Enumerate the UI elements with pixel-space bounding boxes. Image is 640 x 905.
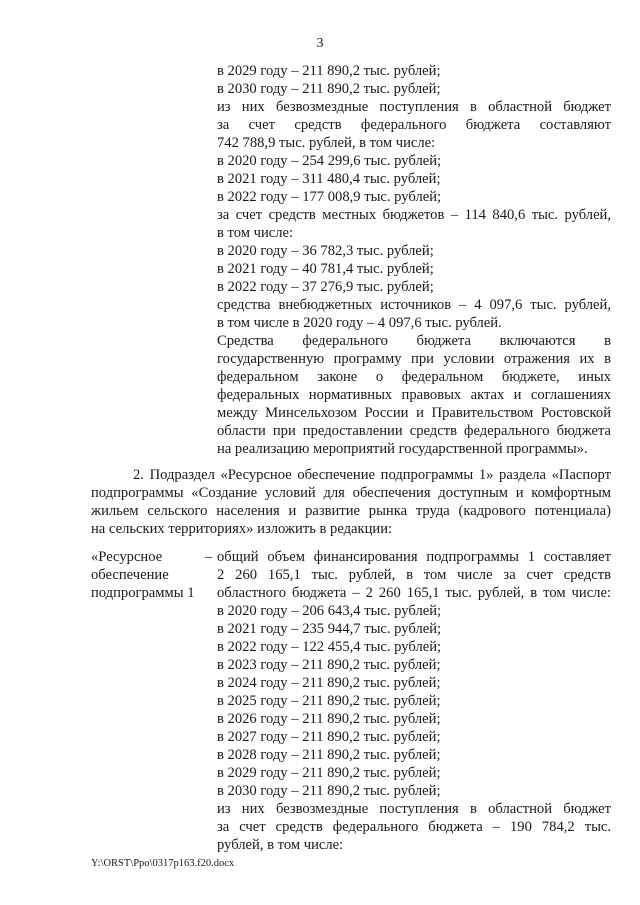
financing-line: в 2022 году – 122 455,4 тыс. рублей; [217, 639, 442, 655]
text-line: на реализацию мероприятий государственной программы». [217, 441, 588, 457]
text-line: в 2021 году – 40 781,4 тыс. рублей; [217, 261, 434, 277]
text-line: в 2021 году – 311 480,4 тыс. рублей; [217, 171, 441, 187]
financing-line: рублей, в том числе: [217, 837, 344, 853]
financing-line: в 2025 году – 211 890,2 тыс. рублей; [217, 693, 441, 709]
financing-line: областного бюджета – 2 260 165,1 тыс. рублей, в том числе: [217, 585, 611, 601]
financing-line: в 2021 году – 235 944,7 тыс. рублей; [217, 621, 442, 637]
paragraph-line: подпрограммы «Создание условий для обеспечения доступным и комфортным [91, 485, 611, 501]
text-line: средства внебюджетных источников – 4 097,6 тыс. рублей, [217, 297, 611, 313]
text-line: в 2029 году – 211 890,2 тыс. рублей; [217, 63, 441, 79]
financing-line: в 2030 году – 211 890,2 тыс. рублей; [217, 783, 441, 799]
resource-label-line: «Ресурсное [91, 549, 163, 565]
financing-line: 2 260 165,1 тыс. рублей, в том числе за счет средств [217, 567, 611, 583]
text-line: за счет средств местных бюджетов – 114 840,6 тыс. рублей, [217, 207, 611, 223]
financing-line: в 2023 году – 211 890,2 тыс. рублей; [217, 657, 441, 673]
financing-line: в 2029 году – 211 890,2 тыс. рублей; [217, 765, 441, 781]
financing-line: в 2026 году – 211 890,2 тыс. рублей; [217, 711, 441, 727]
text-line: из них безвозмездные поступления в областной бюджет [217, 99, 611, 115]
text-line: в 2020 году – 254 299,6 тыс. рублей; [217, 153, 442, 169]
financing-line: в 2020 году – 206 643,4 тыс. рублей; [217, 603, 442, 619]
text-line: в 2030 году – 211 890,2 тыс. рублей; [217, 81, 441, 97]
financing-line: в 2024 году – 211 890,2 тыс. рублей; [217, 675, 441, 691]
financing-line: за счет средств федерального бюджета – 190 784,2 тыс. [217, 819, 611, 835]
paragraph-line: на сельских территориях» изложить в редакции: [91, 521, 393, 537]
amendment-paragraph [91, 466, 611, 538]
financing-line: из них безвозмездные поступления в областной бюджет [217, 801, 611, 817]
file-path-footer: Y:\ORST\Ppo\0317p163.f20.docx [91, 858, 235, 869]
text-line: в 2022 году – 37 276,9 тыс. рублей; [217, 279, 434, 295]
text-line: в 2022 году – 177 008,9 тыс. рублей; [217, 189, 442, 205]
resource-label-line: обеспечение [91, 567, 169, 583]
text-line: федеральных нормативных правовых актах и соглашениях [217, 387, 611, 403]
text-line: между Минсельхозом России и Правительством Ростовской [217, 405, 611, 421]
text-line: 742 788,9 тыс. рублей, в том числе: [217, 135, 436, 151]
text-line: в том числе в 2020 году – 4 097,6 тыс. рублей. [217, 315, 502, 331]
text-line: федеральном законе о федеральном бюджете, иных [217, 369, 611, 385]
text-line: за счет средств федерального бюджета составляют [217, 117, 611, 133]
financing-line: в 2027 году – 211 890,2 тыс. рублей; [217, 729, 441, 745]
text-line: государственную программу при условии отражения их в [217, 351, 611, 367]
text-line: в том числе: [217, 225, 294, 241]
paragraph-line: жильем сельского населения и развитие рынка труда (кадрового потенциала) [91, 503, 611, 519]
text-line: области при предоставлении средств федерального бюджета [217, 423, 611, 439]
page-number: 3 [316, 36, 324, 51]
text-line: Средства федерального бюджета включаются в [217, 333, 611, 349]
text-line: в 2020 году – 36 782,3 тыс. рублей; [217, 243, 434, 259]
financing-line: общий объем финансирования подпрограммы 1 составляет [217, 549, 611, 565]
label-dash: – [205, 549, 213, 565]
financing-block [217, 548, 611, 854]
resource-support-label [91, 548, 211, 602]
financing-line: в 2028 году – 211 890,2 тыс. рублей; [217, 747, 441, 763]
resource-label-line: подпрограммы 1 [91, 585, 195, 601]
paragraph-line: 2. Подраздел «Ресурсное обеспечение подпрограммы 1» раздела «Паспорт [133, 467, 611, 483]
budget-breakdown-block [217, 62, 611, 458]
